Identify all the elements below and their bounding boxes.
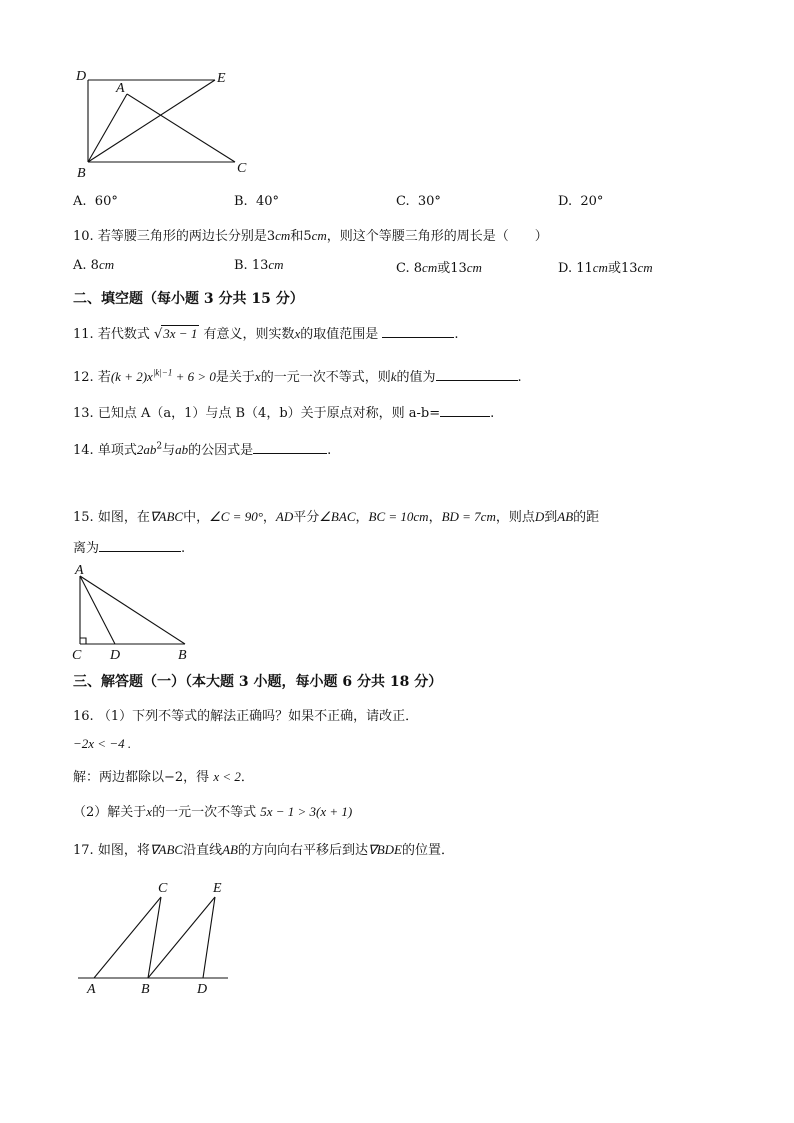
q13: 13. 已知点 A（a，1）与点 B（4，b）关于原点对称，则 a-b= . (73, 406, 495, 421)
q15-line-1: 15. 如图，在∇ABC中，∠C = 90°，AD平分∠BAC，BC = 10cm，BD = 7cm，则点D到AB的距 (73, 509, 600, 525)
fig1-line-ac (127, 94, 235, 162)
q16-part-1: 16. （1）下列不等式的解法正确吗？如果不正确，请改正． (73, 709, 419, 724)
fig2-label-d: D (110, 648, 121, 663)
q13-answer-blank[interactable] (440, 404, 490, 417)
fig2-line-ad (80, 576, 115, 644)
fig1-label-b: B (77, 166, 86, 181)
q15-answer-blank[interactable] (99, 539, 181, 552)
figure-1 (70, 60, 260, 185)
fig1-line-ba (88, 94, 127, 162)
q14: 14. 单项式$2ab^2$与ab的公因式是 . (73, 441, 332, 458)
fig3-label-c: C (158, 881, 168, 896)
q11: 11. 若代数式 √3x − 1 有意义，则实数x的取值范围是 . (73, 326, 459, 342)
q11-answer-blank[interactable] (382, 325, 454, 338)
section-3-heading: 三、解答题（一）（本大题 3 小题，每小题 6 分共 18 分） (73, 674, 443, 690)
fig2-line-ab (80, 576, 185, 644)
fig3-label-d: D (197, 982, 208, 997)
q9-option-d[interactable]: D. 20° (558, 194, 604, 209)
q10-option-a[interactable]: A. 8cm (73, 257, 115, 273)
fig1-label-a: A (116, 81, 125, 96)
fig3-label-a: A (87, 982, 96, 997)
figure-2 (70, 560, 200, 665)
fig1-label-c: C (237, 161, 247, 176)
q9-option-a[interactable]: A. 60° (73, 194, 118, 209)
fig1-label-e: E (217, 71, 226, 86)
q10-option-c[interactable]: C. 8cm或13cm (396, 260, 482, 276)
fig2-right-angle (80, 638, 86, 644)
q9-option-c[interactable]: C. 30° (396, 194, 441, 209)
q10-option-b[interactable]: B. 13cm (234, 257, 284, 273)
q9-option-b[interactable]: B. 40° (234, 194, 279, 209)
q12: 12. 若$(k + 2)x^{|k|-1} + 6 > 0$是关于x的一元一次不等式，则k的值为 . (73, 367, 522, 385)
fig1-label-d: D (76, 69, 87, 84)
q10-option-d[interactable]: D. 11cm或13cm (558, 260, 653, 276)
fig3-line-cb (148, 897, 161, 978)
q12-answer-blank[interactable] (436, 368, 518, 381)
figure-3 (70, 875, 240, 1000)
q15-line-2: 离为 . (73, 541, 186, 556)
q10-stem: 10. 若等腰三角形的两边长分别是3cm和5cm，则这个等腰三角形的周长是（ ） (73, 228, 548, 244)
fig2-label-a: A (75, 563, 84, 578)
q16-part-2: （2）解关于x的一元一次不等式 5x − 1 > 3(x + 1) (73, 804, 353, 820)
q16-inequality: −2x < −4 . (73, 736, 132, 751)
section-2-heading: 二、填空题（每小题 3 分共 15 分） (73, 291, 304, 307)
fig1-line-be (88, 80, 215, 162)
fig2-label-b: B (178, 648, 187, 663)
q11-sqrt: √3x − 1 (153, 326, 198, 342)
q14-answer-blank[interactable] (253, 441, 327, 454)
fig2-label-c: C (72, 648, 82, 663)
q16-solution: 解：两边都除以−2，得 x < 2． (73, 769, 254, 785)
q17: 17. 如图，将∇ABC沿直线AB的方向向右平移后到达∇BDE的位置． (73, 842, 454, 858)
fig3-label-b: B (141, 982, 150, 997)
fig3-label-e: E (213, 881, 222, 896)
fig3-line-ac (94, 897, 161, 978)
